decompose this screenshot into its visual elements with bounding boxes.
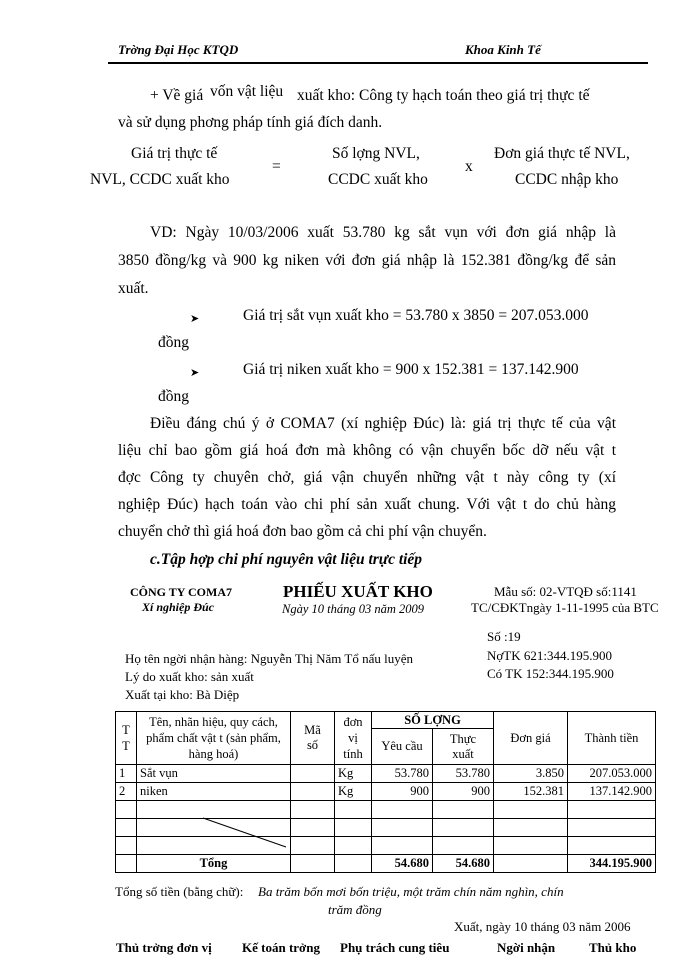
- slip-credit: Có TK 152:344.195.900: [487, 666, 614, 681]
- slip-date: Ngày 10 tháng 03 năm 2009: [282, 602, 425, 616]
- formula-left-1: Giá trị thực tế: [131, 145, 218, 162]
- bullet-arrow-icon: ➤: [190, 367, 200, 379]
- row-code: [291, 783, 335, 801]
- table-row: [116, 783, 656, 801]
- formula-right-2: CCDC nhập kho: [515, 171, 619, 188]
- row-code: [291, 765, 335, 783]
- slip-receiver: Họ tên ngời nhận hàng: Nguyễn Thị Năm Tổ nấu luyện: [125, 651, 414, 666]
- header-school: Trờng Đại Học KTQD: [118, 42, 239, 57]
- slip-factory: Xí nghiệp Đúc: [142, 600, 215, 614]
- example-line3: xuất.: [118, 280, 149, 297]
- example-bullet1: Giá trị sắt vụn xuất kho = 53.780 x 3850 = 207.053.000: [243, 307, 589, 324]
- formula-left-2: NVL, CCDC xuất kho: [90, 171, 230, 188]
- total-amount: 344.195.900: [568, 855, 656, 873]
- header-faculty: Khoa Kinh Tế: [465, 42, 541, 57]
- para1-line2: và sử dụng phơng pháp tính giá đích danh.: [118, 114, 383, 131]
- strike-line: [200, 815, 290, 851]
- words-label: Tổng số tiền (bằng chữ):: [115, 884, 244, 899]
- col-header-amount: Thành tiền: [568, 712, 656, 765]
- slip-warehouse: Xuất tại kho: Bà Diệp: [125, 687, 240, 702]
- slip-form-line2: TC/CĐKTngày 1-11-1995 của BTC: [471, 600, 659, 615]
- row-unit: Kg: [335, 783, 372, 801]
- slip-title: PHIẾU XUẤT KHO: [283, 582, 433, 601]
- formula-mid-1: Số lợng NVL,: [332, 145, 420, 162]
- slip-form-line1: Mẫu số: 02-VTQĐ số:1141: [494, 584, 637, 599]
- note-line4: nghiệp Đúc) hạch toán vào chi phí sản xuất chung. Với vật t do chủ hàng: [118, 496, 616, 513]
- slip-reason: Lý do xuất kho: sản xuất: [125, 669, 254, 684]
- row-act: 53.780: [433, 765, 494, 783]
- row-amount: 207.053.000: [568, 765, 656, 783]
- note-line5: chuyển chở thì giá hoá đơn bao gồm cả chi phí vận chuyển.: [118, 523, 487, 540]
- col-header-name: Tên, nhãn hiệu, quy cách, phẩm chất vật t (sản phẩm, hàng hoá): [137, 712, 291, 765]
- example-bullet1-unit: đồng: [158, 334, 189, 351]
- signature-director: Thủ trởng đơn vị: [116, 940, 212, 955]
- col-header-price: Đơn giá: [494, 712, 568, 765]
- slip-debit: NợTK 621:344.195.900: [487, 648, 612, 663]
- signature-supply: Phụ trách cung tiêu: [340, 940, 450, 955]
- row-req: 53.780: [372, 765, 433, 783]
- para1-raised: vốn vật liệu: [210, 83, 284, 100]
- empty-row: [116, 801, 656, 819]
- example-line1: VD: Ngày 10/03/2006 xuất 53.780 kg sắt vụn với đơn giá nhập là: [150, 224, 616, 241]
- signature-storekeeper: Thủ kho: [589, 940, 637, 955]
- slip-number: Số :19: [487, 629, 521, 644]
- col-header-qty-act: Thực xuất: [433, 729, 494, 765]
- row-req: 900: [372, 783, 433, 801]
- example-line2: 3850 đồng/kg và 900 kg niken với đơn giá nhập là 152.381 đồng/kg để sản: [118, 252, 616, 269]
- col-header-code: Mã số: [291, 712, 335, 765]
- row-unit: Kg: [335, 765, 372, 783]
- words-value-2: trăm đồng: [328, 902, 382, 917]
- empty-row: [116, 819, 656, 837]
- formula-times: x: [465, 158, 473, 175]
- row-act: 900: [433, 783, 494, 801]
- section-title: c.Tập hợp chi phí nguyên vật liệu trực tiếp: [150, 551, 423, 568]
- table-row: [116, 765, 656, 783]
- note-line2: liệu chỉ bao gồm giá hoá đơn mà không có vận chuyển bốc dỡ nếu vật t: [118, 442, 616, 459]
- row-name: Sắt vụn: [137, 765, 291, 783]
- row-amount: 137.142.900: [568, 783, 656, 801]
- col-header-qty-req: Yêu cầu: [372, 729, 433, 765]
- example-bullet2-unit: đồng: [158, 388, 189, 405]
- total-row: [116, 855, 656, 873]
- signature-receiver: Ngời nhận: [497, 940, 556, 955]
- header-rule: [108, 62, 648, 64]
- row-price: 3.850: [494, 765, 568, 783]
- formula-equals: =: [272, 158, 281, 175]
- issue-date: Xuất, ngày 10 tháng 03 năm 2006: [454, 919, 631, 934]
- total-act: 54.680: [433, 855, 494, 873]
- signature-chief-accountant: Kế toán trởng: [242, 940, 320, 955]
- col-header-unit: đơn vị tính: [335, 712, 372, 765]
- formula-mid-2: CCDC xuất kho: [328, 171, 428, 188]
- formula-right-1: Đơn giá thực tế NVL,: [494, 145, 630, 162]
- col-header-tt: T T: [116, 712, 137, 765]
- words-value-1: Ba trăm bốn mơi bốn triệu, một trăm chín năm nghìn, chín: [258, 884, 564, 899]
- row-tt: 1: [116, 765, 137, 783]
- total-label: Tổng: [137, 855, 291, 873]
- note-line1: Điều đáng chú ý ở COMA7 (xí nghiệp Đúc) là: giá trị thực tế của vật: [150, 415, 616, 432]
- row-name: niken: [137, 783, 291, 801]
- para1-rest: xuất kho: Công ty hạch toán theo giá trị thực tế: [297, 87, 590, 104]
- para1-start: + Về giá: [150, 87, 204, 104]
- note-line3: đợc Công ty chuyên chở, giá vận chuyển những vật t này công ty (xí: [118, 469, 616, 486]
- row-tt: 2: [116, 783, 137, 801]
- slip-table: [115, 711, 656, 873]
- empty-row: [116, 837, 656, 855]
- col-header-qty: SỐ LỢNG: [372, 712, 494, 729]
- row-price: 152.381: [494, 783, 568, 801]
- total-req: 54.680: [372, 855, 433, 873]
- bullet-arrow-icon: ➤: [190, 313, 200, 325]
- example-bullet2: Giá trị niken xuất kho = 900 x 152.381 = 137.142.900: [243, 361, 579, 378]
- slip-company: CÔNG TY COMA7: [130, 585, 232, 599]
